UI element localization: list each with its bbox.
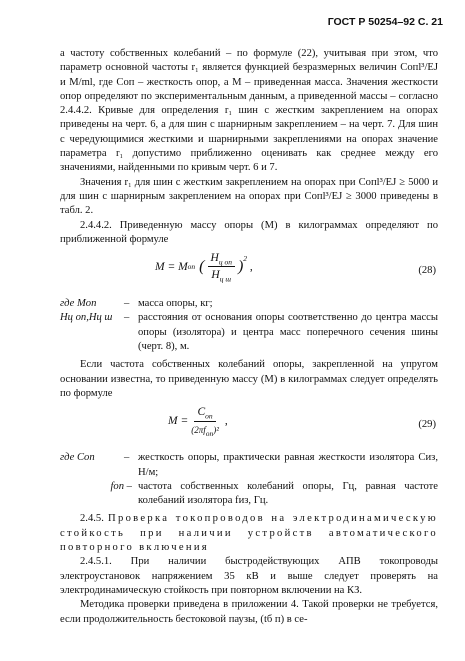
definition-symbol: Hц оп,Hц ш	[60, 312, 113, 324]
equation-28: M = M оп ( $\frac{H_{ц оп}}{H_{ц ш}}$ ) $^2$ , (28)	[155, 252, 436, 284]
eq28-lhs: M = M	[155, 260, 188, 273]
definition-row: где Cоп – жесткость опоры, практически равная жесткости изолятора Cиз, Н/м;	[60, 451, 438, 480]
eq28-denominator: H	[211, 269, 220, 282]
definition-symbol: где Cоп	[60, 452, 95, 464]
definition-text: расстояния от основания опоры соответственно до центра массы опоры (изолятора) и центра масс поперечного сечения шины (черт. 8), м.	[138, 312, 438, 353]
eq28-numerator-sub: ц оп	[218, 257, 232, 267]
definition-row: Hц оп,Hц ш – расстояния от основания опоры соответственно до центра массы опоры (изолятора) и центра масс поперечного сечения шины (черт. 8), м.	[60, 311, 438, 354]
paragraph-2-4-4-2: 2.4.4.2. Приведенную массу опоры (M) в килограммах определяют по приближенной формуле	[60, 219, 438, 245]
eq29-number: (29)	[418, 419, 436, 431]
eq28-number: (28)	[418, 265, 436, 277]
definition-text: частота собственных колебаний опоры, Гц, равная частоте колебаний изолятора fиз, Гц.	[138, 480, 438, 507]
eq28-numerator: H	[210, 252, 219, 265]
definition-row: fоп – частота собственных колебаний опоры, Гц, равная частоте колебаний изолятора fиз, Гц.	[60, 480, 438, 509]
text-column	[60, 47, 438, 627]
paragraph-1: а частоту собственных колебаний – по формуле (22), учитывая при этом, что параметр основной частоты r₁ является функцией безразмерных величин Cопl³/EJ и M/ml, где Cоп – жесткость опор, а M – приведенная масса. Значения жесткости опор определяют по экспериментальным данным, а приведенной массы – согласно 2.4.4.2. Кривые для определения r₁ шин с жестким закреплением на опорах приведены на черт. 6, а для шин с шарнирным закреплением – на черт. 7. Для шин с чередующимися жесткими и шарнирными закреплениями на опорах значение параметра r₁ допустимо приближенно оценивать как среднее между его значениями, найденными по кривым черт. 6 и 7.	[60, 48, 438, 174]
paragraph-2-4-5-1: 2.4.5.1. При наличии быстродействующих АПВ токопроводы электроустановок напряжением 35 кВ и выше следует проверять на электродинамическую стойкость при повторном включении на КЗ.	[60, 556, 438, 596]
definitions-28	[60, 297, 438, 354]
eq29-numerator-sub: оп	[205, 411, 213, 421]
eq29-denominator: (2πf	[191, 424, 206, 435]
section-2-4-5-title: Проверка токопроводов на электродинамическую стойкость при наличии устройств автоматического повторного включения	[60, 513, 438, 554]
section-2-4-5	[60, 512, 438, 555]
definition-text: жесткость опоры, практически равная жесткости изолятора Cиз, Н/м;	[138, 452, 438, 478]
eq28-fraction	[208, 251, 235, 283]
definition-text: масса опоры, кг;	[138, 298, 213, 310]
paragraph-4: Если частота собственных колебаний опоры, закрепленной на упругом основании известна, то приведенную массу (M) в килограммах следует определять по формуле	[60, 359, 438, 399]
eq29-lhs: M =	[168, 414, 189, 427]
eq29-denominator-tail: )²	[213, 424, 219, 435]
paragraph-2: Значения r₁ для шин с жестким закреплением на опорах при Cопl³/EJ ≥ 5000 и для шин с шарнирным закреплением на опорах при Cопl³/EJ ≥ 3000 приведены в табл. 2.	[60, 176, 438, 217]
paragraph-6: Методика проверки приведена в приложении 4. Такой проверки не требуется, если продолжительность бестоковой паузы, (tб п) в се-	[60, 599, 438, 625]
equation-29: M = $\frac{C_{оп}}{(2\pi f_{оп})^2}$ , (29)	[168, 406, 436, 438]
page-header: ГОСТ Р 50254–92 С. 21	[327, 16, 443, 28]
definition-symbol: fоп	[110, 480, 124, 492]
definitions-29	[60, 451, 438, 508]
definition-row: где Mоп – масса опоры, кг;	[60, 297, 438, 311]
definition-symbol: где Mоп	[60, 298, 97, 310]
eq29-fraction	[191, 405, 219, 437]
eq29-denominator-sub: оп	[205, 428, 214, 438]
eq28-denominator-sub: ц ш	[219, 274, 232, 284]
eq29-numerator: C	[197, 406, 206, 419]
section-2-4-5-number: 2.4.5.	[80, 513, 104, 525]
